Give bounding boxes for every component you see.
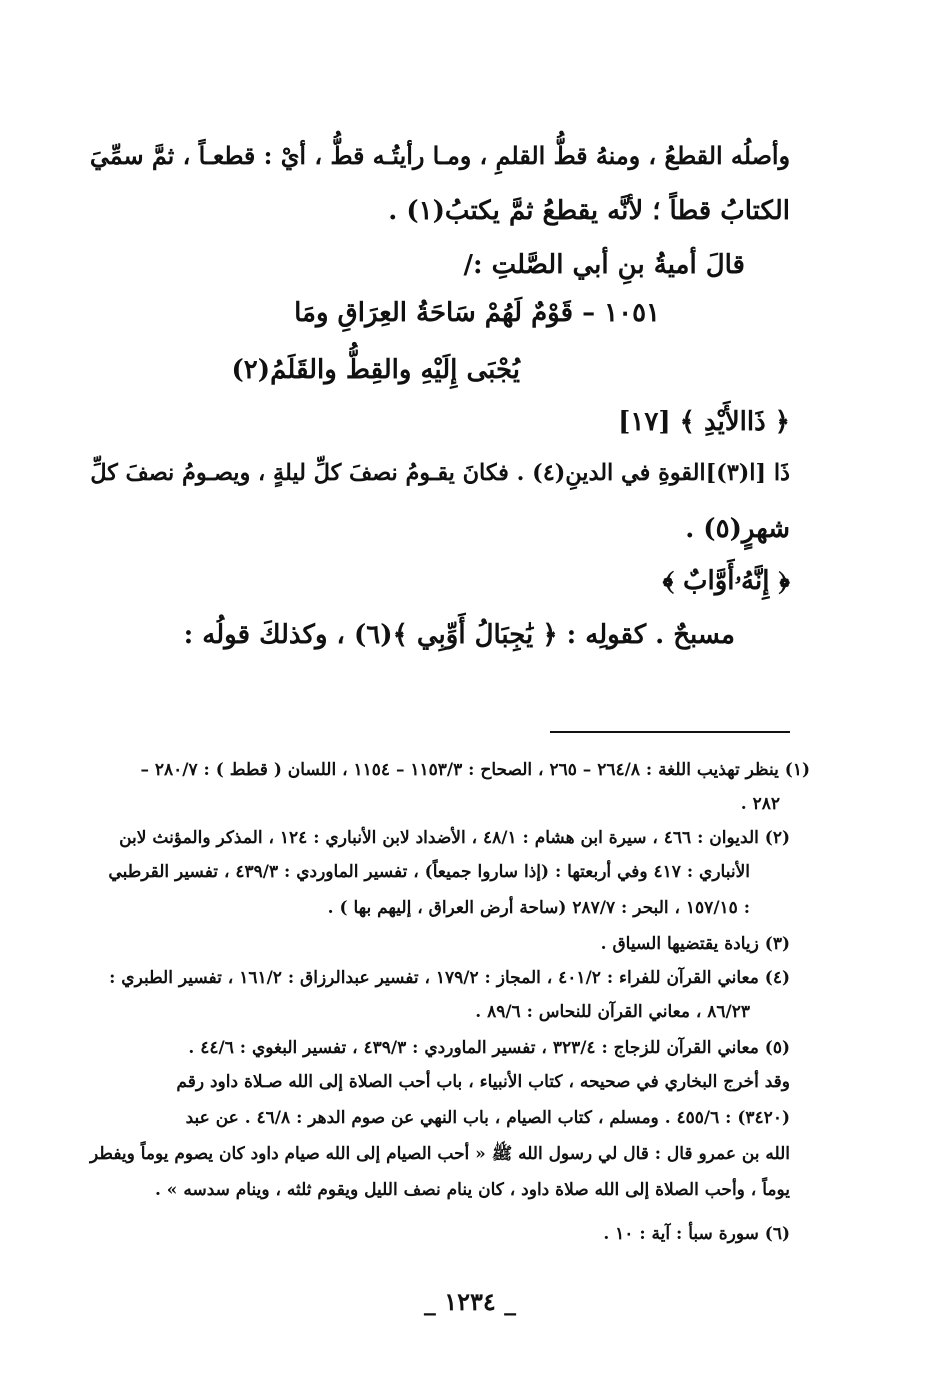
main-line: شهرٍ(٥) . [685,514,790,544]
footnote-line: (٣) زيادة يقتضيها السياق . [600,934,790,954]
verse-line: يُجْبَى إِلَيْهِ والقِطُّ والقَلَمُ(٢) [231,355,520,385]
main-line: مسبحٌ . كقولِه : ﴿ يَٰجِبَالُ أَوِّبِي ﴾(٦) ، وكذلكَ قولُه : [183,620,735,650]
footnote-line: (١) ينظر تهذيب اللغة : ٢٦٤/٨ – ٢٦٥ ، الصحاح : ١١٥٣/٣ – ١١٥٤ ، اللسان ( قطط ) : ٢٨٠/٧ – [140,760,810,780]
footnote-line: : ١٥٧/١٥ ، البحر : ٢٨٧/٧ (ساحة أرض العراق ، إليهم بها ) . [327,898,750,918]
footnote-line: يوماً ، وأحب الصلاة إلى الله صلاة داود ، كان ينام نصف الليل ويقوم ثلثه ، وينام سدسه » . [154,1180,790,1200]
footnote-line: (٢) الديوان : ٤٦٦ ، سيرة ابن هشام : ٤٨/١ ، الأضداد لابن الأنباري : ١٢٤ ، المذكر والمؤنث لابن [119,828,790,848]
main-line: وأصلُه القطعُ ، ومنهُ قطُّ القلمِ ، ومـا رأيتُـه قطُّ ، أيْ : قطعـاً ، ثمَّ سمِّيَ [89,142,790,170]
footnote-line: (٥) معاني القرآن للزجاج : ٣٢٣/٤ ، تفسير الماوردي : ٤٣٩/٣ ، تفسير البغوي : ٤٤/٦ . [188,1038,790,1058]
footnote-line: (٦) سورة سبأ : آية : ١٠ . [603,1224,790,1244]
quran-heading: ﴿ إِنَّهُۥأَوَّابٌ ﴾ [662,566,790,596]
footnote-line: وقد أخرج البخاري في صحيحه ، كتاب الأنبياء ، باب أحب الصلاة إلى الله صـلاة داود رقم [176,1072,790,1092]
page-number: _ ١٢٣٤ _ [423,1287,517,1316]
verse-line: ١٠٥١ – قَوْمٌ لَهُمْ سَاحَةُ العِرَاقِ ومَا [294,298,660,328]
footnote-line: ٢٨٢ . [740,794,780,814]
main-line: الكتابُ قطاً ؛ لأنَّه يقطعُ ثمَّ يكتبُ(١) . [388,196,790,226]
footnote-line: (٤) معاني القرآن للفراء : ٤٠١/٢ ، المجاز : ١٧٩/٢ ، تفسير عبدالرزاق : ١٦١/٢ ، تفسير الطبري : [109,968,790,988]
footnote-line: (٣٤٢٠) : ٤٥٥/٦ . ومسلم ، كتاب الصيام ، باب النهي عن صوم الدهر : ٤٦/٨ . عن عبد [185,1108,790,1128]
footnote-line: الأنباري : ٤١٧ وفي أربعتها : (إذا ساروا جميعاً) ، تفسير الماوردي : ٤٣٩/٣ ، تفسير القرطبي [108,862,750,882]
quran-heading: ﴿ ذَاالأَيْدِ ﴾ [١٧] [618,407,790,437]
main-line: ذَا [ا(٣)]القوةِ في الدينِ(٤) . فكانَ يقـومُ نصفَ كلِّ ليلةٍ ، ويصـومُ نصفَ كلِّ [90,460,790,486]
footnote-line: الله بن عمرو قال : قال لي رسول الله ﷺ « أحب الصيام إلى الله صيام داود كان يصوم يوماً ويفطر [90,1144,790,1164]
footnote-separator [550,731,790,733]
footnote-line: ٨٦/٢٣ ، معاني القرآن للنحاس : ٨٩/٦ . [475,1002,750,1022]
main-line: قالَ أميةُ بنِ أبي الصَّلتِ :/ [463,250,745,280]
